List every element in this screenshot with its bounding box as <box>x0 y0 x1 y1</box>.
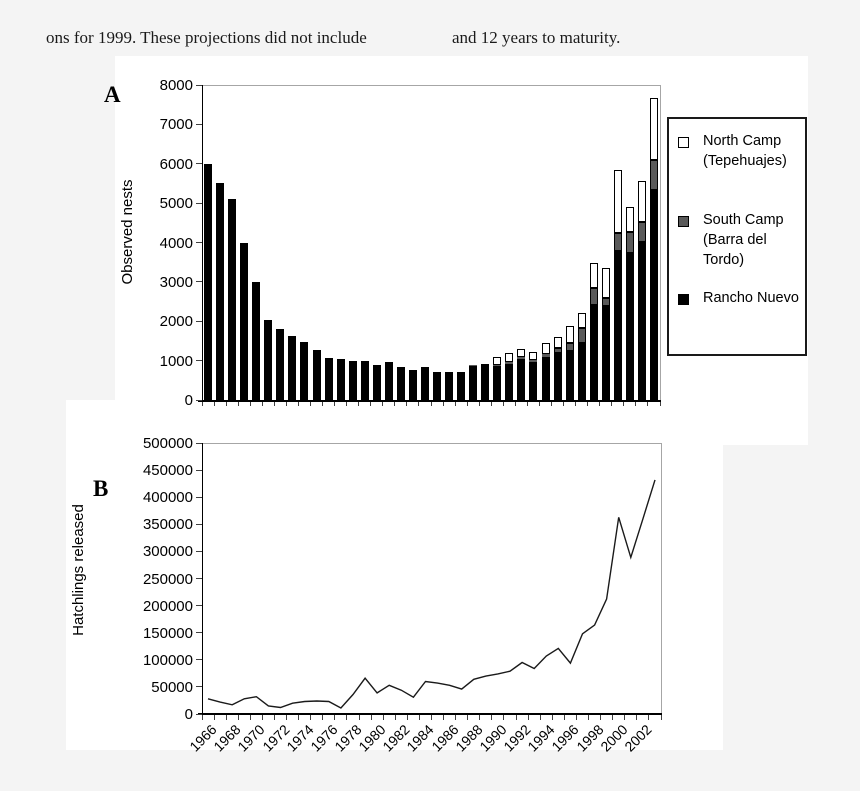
y-tick-label: 6000 <box>159 155 193 173</box>
chart-a-legend <box>667 117 807 356</box>
y-tick-label: 3000 <box>159 273 193 291</box>
chart-a-y-axis <box>202 85 203 401</box>
chart-a-top-gridline <box>202 85 660 86</box>
bar-segment <box>397 367 405 400</box>
bar-segment <box>481 364 489 400</box>
chart-a-y-axis-title: Observed nests <box>119 179 136 285</box>
chart-b-x-axis-labels <box>66 400 723 755</box>
axis-tick <box>196 242 202 243</box>
bar-segment <box>554 348 562 353</box>
x-axis-year-label: 1974 <box>282 721 317 755</box>
y-tick-label: 350000 <box>142 516 193 534</box>
bar-segment <box>626 253 634 400</box>
x-axis-year-label: 2002 <box>621 721 655 755</box>
x-axis-year-label: 1970 <box>234 721 268 755</box>
x-axis-year-label: 1992 <box>500 721 534 755</box>
bar-segment <box>469 366 477 400</box>
chart-b-panel-label: B <box>93 476 109 501</box>
bar-segment <box>240 243 248 401</box>
top-text-clip <box>0 28 860 52</box>
bar-segment <box>578 328 586 343</box>
bar-segment <box>529 352 537 360</box>
bar-segment <box>590 288 598 305</box>
bar-segment <box>204 164 212 400</box>
bar-segment <box>650 98 658 160</box>
bar-segment <box>566 351 574 400</box>
x-axis-year-label: 1986 <box>427 721 462 755</box>
chart-a-panel-label: A <box>104 82 121 107</box>
x-axis-year-label: 1998 <box>572 721 607 755</box>
bar-segment <box>578 343 586 400</box>
bar-segment <box>614 251 622 400</box>
bar-segment <box>650 160 658 190</box>
bar-segment <box>517 359 525 400</box>
bar-segment <box>421 367 429 400</box>
y-tick-label: 500000 <box>142 435 193 452</box>
bar-segment <box>505 364 513 400</box>
bar-segment <box>529 362 537 400</box>
bar-segment <box>337 359 345 400</box>
legend-label: (Tepehuajes) <box>703 153 787 169</box>
axis-tick <box>196 360 202 361</box>
rancho-nuevo-swatch-icon <box>678 294 689 305</box>
bar-segment <box>300 342 308 400</box>
bar-segment <box>529 360 537 362</box>
bar-segment <box>602 306 610 400</box>
chart-b-y-axis-title: Hatchlings released <box>70 504 87 636</box>
bar-segment <box>517 349 525 357</box>
bar-segment <box>493 357 501 365</box>
y-tick-label: 1000 <box>159 352 193 370</box>
bar-segment <box>313 350 321 400</box>
bar-segment <box>228 199 236 400</box>
x-axis-year-label: 1976 <box>307 721 341 755</box>
axis-tick <box>196 163 202 164</box>
bar-segment <box>264 320 272 400</box>
x-axis-year-label: 1984 <box>403 721 438 755</box>
axis-tick <box>196 85 202 86</box>
x-axis-year-label: 1980 <box>355 721 389 755</box>
x-axis-year-label: 2000 <box>596 721 631 755</box>
y-tick-label: 5000 <box>159 195 193 213</box>
bar-segment <box>602 298 610 305</box>
x-axis-year-label: 1966 <box>186 721 220 755</box>
bar-segment <box>216 183 224 400</box>
bar-segment <box>614 233 622 250</box>
y-tick-label: 400000 <box>142 489 193 507</box>
bar-segment <box>626 207 634 232</box>
bar-segment <box>433 372 441 400</box>
bar-segment <box>469 365 477 367</box>
y-tick-label: 8000 <box>159 77 193 94</box>
bar-segment <box>602 268 610 299</box>
bar-segment <box>385 362 393 400</box>
legend-label: South Camp <box>703 212 784 228</box>
x-axis-year-label: 1988 <box>452 721 486 755</box>
legend-label: (Barra del <box>703 232 767 248</box>
y-tick-label: 150000 <box>142 624 193 642</box>
bar-segment <box>638 181 646 222</box>
bar-segment <box>590 305 598 400</box>
y-tick-label: 300000 <box>142 543 193 561</box>
x-axis-year-label: 1996 <box>548 721 583 755</box>
legend-label: Tordo) <box>703 252 745 268</box>
legend-label: North Camp <box>703 133 782 149</box>
bar-segment <box>638 242 646 400</box>
y-tick-label: 450000 <box>142 462 193 480</box>
bar-segment <box>276 329 284 400</box>
bar-segment <box>445 372 453 400</box>
y-tick-label: 0 <box>184 706 193 723</box>
bar-segment <box>566 326 574 343</box>
bar-segment <box>505 353 513 362</box>
axis-tick <box>196 124 202 125</box>
bar-segment <box>325 358 333 400</box>
south-camp-swatch-icon <box>678 216 689 227</box>
bar-segment <box>252 282 260 400</box>
bar-segment <box>542 354 550 357</box>
bar-segment <box>566 343 574 350</box>
bar-segment <box>626 232 634 253</box>
x-axis-year-label: 1978 <box>331 721 365 755</box>
x-axis-year-label: 1990 <box>476 721 510 755</box>
x-axis-year-label: 1972 <box>258 721 293 755</box>
north-camp-swatch-icon <box>678 137 689 148</box>
y-tick-label: 0 <box>184 392 193 409</box>
axis-tick <box>196 281 202 282</box>
y-tick-label: 250000 <box>142 570 193 588</box>
y-tick-label: 200000 <box>142 597 193 615</box>
bar-segment <box>409 370 417 400</box>
legend-label: Rancho Nuevo <box>703 290 799 306</box>
bar-segment <box>505 362 513 364</box>
bar-segment <box>638 222 646 242</box>
axis-tick <box>196 203 202 204</box>
bar-segment <box>349 361 357 400</box>
bar-segment <box>578 313 586 328</box>
y-tick-label: 50000 <box>151 678 193 696</box>
bar-segment <box>288 336 296 400</box>
bar-segment <box>590 263 598 288</box>
top-text-left-fragment: ons for 1999. These projections did not include <box>46 28 367 47</box>
bar-segment <box>554 337 562 349</box>
bar-segment <box>361 361 369 400</box>
y-tick-label: 4000 <box>159 234 193 252</box>
y-tick-label: 7000 <box>159 116 193 134</box>
x-axis-year-label: 1994 <box>524 721 558 755</box>
x-axis-year-label: 1982 <box>379 721 413 755</box>
bar-segment <box>493 365 501 366</box>
y-tick-label: 100000 <box>142 651 193 669</box>
top-text-right-fragment: and 12 years to maturity. <box>452 28 621 47</box>
chart-a-right-border <box>660 85 661 400</box>
bar-segment <box>542 357 550 400</box>
bar-segment <box>493 366 501 400</box>
bar-segment <box>457 372 465 400</box>
x-axis-year-label: 1968 <box>210 721 244 755</box>
bar-segment <box>650 190 658 400</box>
bar-segment <box>614 170 622 233</box>
y-tick-label: 2000 <box>159 313 193 331</box>
bar-segment <box>542 343 550 354</box>
bar-segment <box>517 357 525 359</box>
bar-segment <box>554 353 562 400</box>
bar-segment <box>373 365 381 400</box>
axis-tick <box>196 321 202 322</box>
